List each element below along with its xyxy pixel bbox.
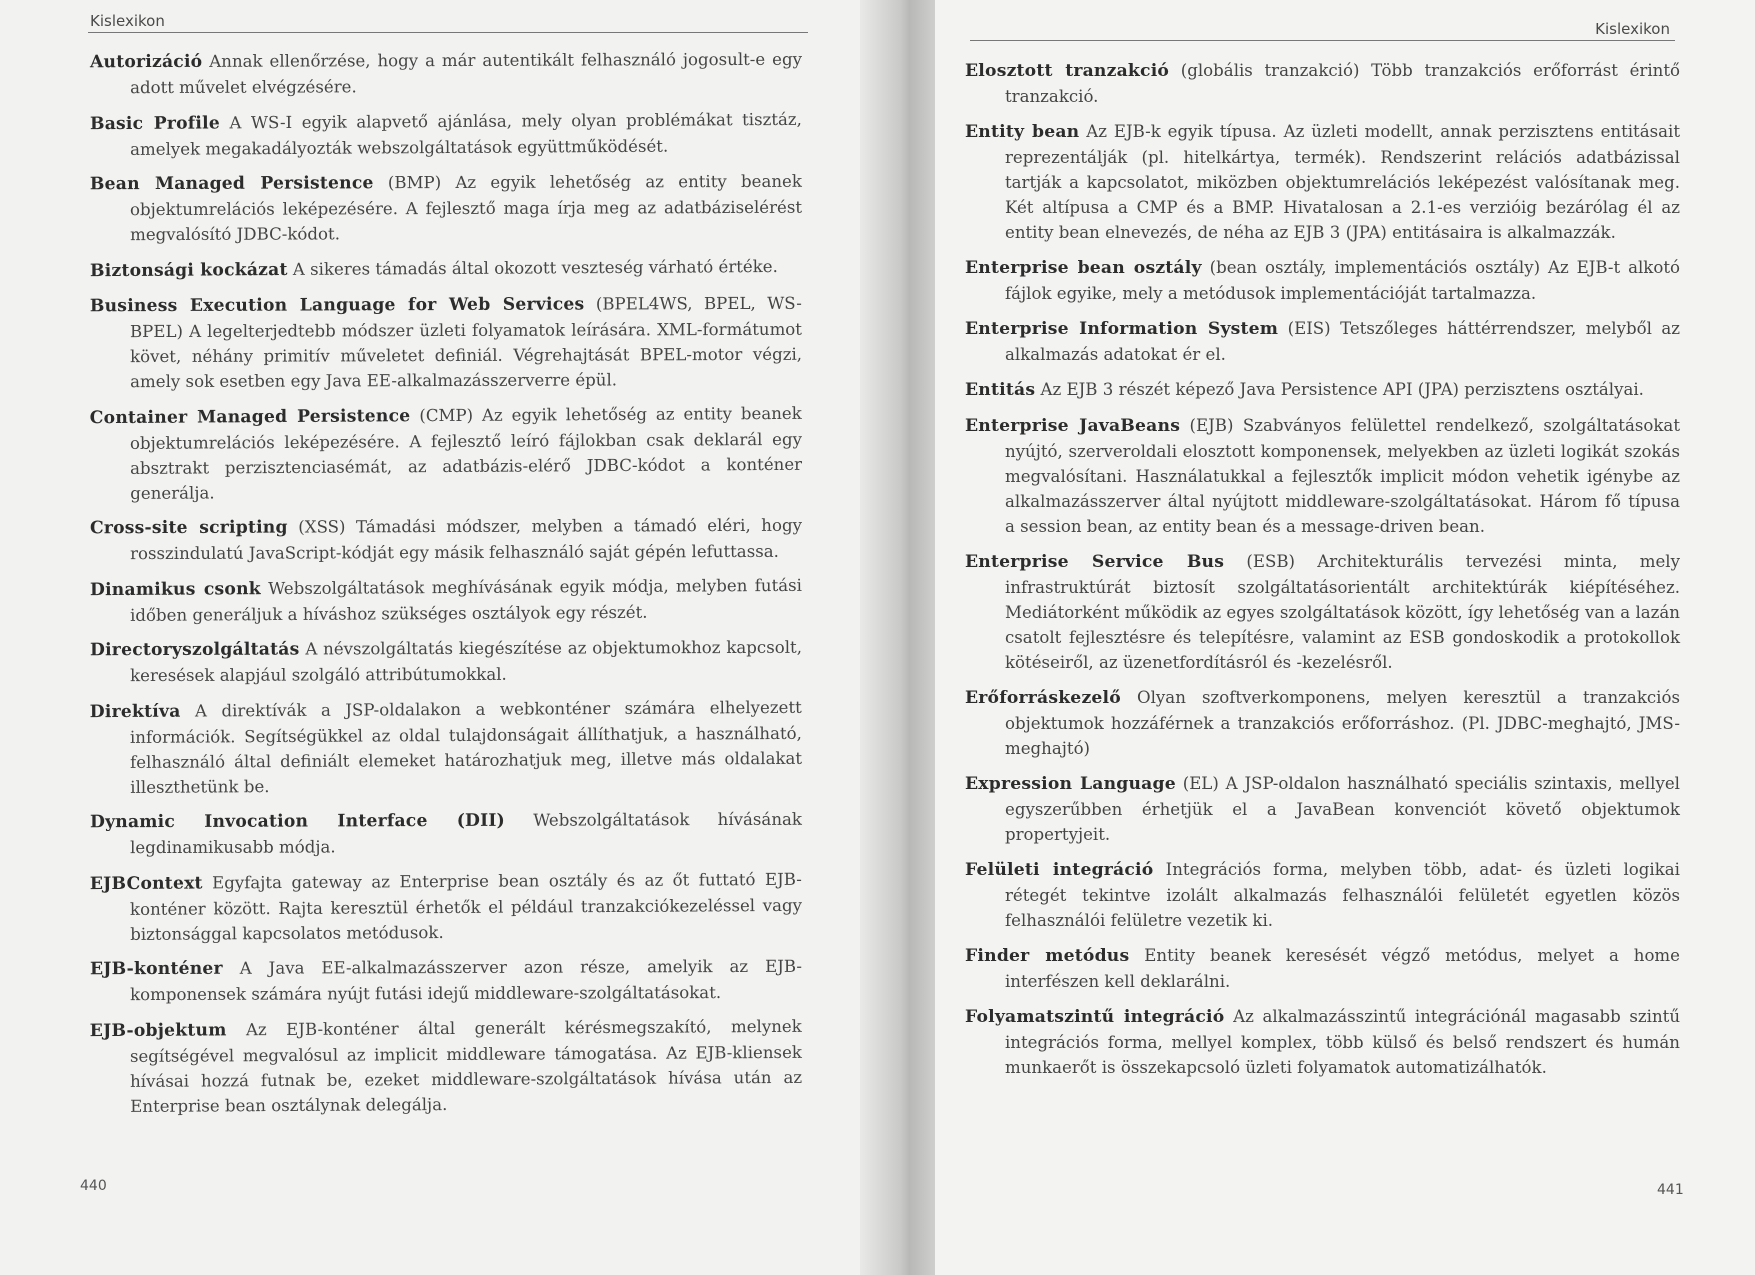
entry-definition: Annak ellenőrzése, hogy a már autentikált felhasználó jogosult-e egy adott művelet elvégzésére. [130,49,802,98]
entry-term: Autorizáció [89,51,203,73]
entry-definition: A Java EE-alkalmazásszerver azon része, amelyik az EJB-komponensek számára nyújt futási idejű middleware-szolgáltatásokat. [130,956,802,1005]
entry-term: Biztonsági kockázat [89,259,288,282]
glossary-entry [90,401,803,506]
entry-definition: (ESB) Architekturális tervezési minta, mely infrastruktúrát biztosít szolgáltatásorientált architektúrák kiépítéséhez. Mediátorként működik az egyes szolgáltatások között, így lehetőség van a lazán csatolt fejlesztésre és telepítésre, valamint az ESB gondoskodik a protokollok kötéseiről, az üzenetfordításról és -kezelésről. [1005,552,1680,672]
glossary-entry [90,47,802,100]
entry-definition: (bean osztály, implementációs osztály) Az EJB-t alkotó fájlok egyike, mely a metódusok implementációját tartalmazza. [1005,258,1680,303]
entry-definition: A WS-I egyik alapvető ajánlása, mely olyan problémákat tisztáz, amelyek megakadályozták webszolgáltatások együttműködését. [130,109,802,159]
header-rule [88,32,808,33]
entry-term: Expression Language [965,774,1176,794]
entry-definition: (globális tranzakció) Több tranzakciós erőforrást érintő tranzakció. [1005,61,1680,106]
entry-definition: (EL) A JSP-oldalon használható speciális szintaxis, mellyel egyszerűbben érhetjük el a JavaBean konvenciót követő objektumok propertyjeit. [1005,774,1680,844]
entry-term: EJB-konténer [89,958,223,980]
entry-term: Enterprise Information System [965,319,1279,339]
glossary-entry [90,807,802,860]
glossary-entry [965,549,1680,675]
entry-definition: Az EJB-k egyik típusa. Az üzleti modellt, annak perzisztens entitásait reprezentálják (pl. hitelkártya, termék). Rendszerint relációs adatbázissal tartják a kapcsolatot, miközben objektumrelációs leképezést valósítanak meg. Két altípusa a CMP és a BMP. Hivatalosan a 2.1-es verzióig bezárólag él az entity bean elnevezés, de néha az EJB 3 (JPA) entitásaira is alkalmazzák. [1005,122,1680,242]
right-page [935,0,1755,1275]
entry-definition: (EJB) Szabványos felülettel rendelkező, szolgáltatásokat nyújtó, szerveroldali elosztott komponensek, melyekben az üzleti logikát szokás megvalósítani. Használatukkal a fejlesztők implicit módon vehetik igénybe az alkalmazásszerver által nyújtott middleware-szolgáltatásokat. Három fő típusa a session bean, az entity bean és a message-driven bean. [1005,416,1680,536]
glossary-entry [90,1014,803,1119]
entry-definition: Az EJB 3 részét képező Java Persistence API (JPA) perzisztens osztályai. [1040,380,1644,399]
entry-term: Erőforráskezelő [965,688,1121,708]
glossary-entry [90,573,802,628]
entry-definition: Webszolgáltatások hívásának legdinamikusabb módja. [130,809,802,858]
header-rule [970,40,1675,41]
glossary-entry [90,954,802,1007]
entry-term: Felületi integráció [965,860,1154,880]
entry-term: Cross-site scripting [89,517,288,539]
entry-term: Enterprise bean osztály [965,258,1202,278]
glossary-entry [90,291,802,394]
glossary-entry [965,685,1680,761]
glossary-entry [965,58,1680,109]
entry-definition: (BPEL4WS, BPEL, WS-BPEL) A legelterjedtebb módszer üzleti folyamatok leírására. XML-formátumot követ, néhány primitív műveletet definiál. Végrehajtását BPEL-motor végzi, amely sok esetben egy Java EE-alkalmazásszerverre épül. [129,293,803,392]
entry-term: Directoryszolgáltatás [89,639,300,661]
entry-definition: A névszolgáltatás kiegészítése az objektumokhoz kapcsolt, keresések alapjául szolgáló attribútumokkal. [130,637,803,686]
entry-term: Enterprise JavaBeans [965,416,1181,436]
entry-definition: A sikeres támadás által okozott veszteség várható értéke. [292,256,778,279]
glossary-entries [90,48,802,1127]
entry-definition: Egyfajta gateway az Enterprise bean osztály és az őt futtató EJB-konténer között. Rajta keresztül érhetők el például tranzakciókezeléssel vagy biztonsággal kapcsolatos metódusok. [129,869,803,944]
entry-definition: (BMP) Az egyik lehetőség az entity beanek objektumrelációs leképezésére. A fejlesztő maga írja meg az adatbáziselérést megvalósító JDBC-kódot. [129,171,803,245]
glossary-entry [965,377,1680,403]
entry-definition: (EIS) Tetszőleges háttérrendszer, melyből az alkalmazás adatokat ér el. [1005,319,1680,364]
glossary-entry [965,413,1680,539]
entry-term: Dinamikus csonk [89,579,261,601]
glossary-entry [90,635,802,688]
entry-definition: Integrációs forma, melyben több, adat- és üzleti logikai rétegét tekintve izolált alkalmazás felhasználói felületét egyetlen közös felhasználói felületre vezetik ki. [1005,860,1680,930]
entry-definition: Webszolgáltatások meghívásának egyik módja, melyben futási időben generáljuk a híváshoz szükséges osztályok egy részét. [130,575,802,625]
entry-term: Container Managed Persistence [89,406,411,429]
glossary-entry [965,771,1680,847]
entry-term: EJB-objektum [89,1020,227,1042]
glossary-entry [965,255,1680,306]
entry-term: Entity bean [965,122,1080,142]
entry-definition: (XSS) Támadási módszer, melyben a támadó eléri, hogy rosszindulatú JavaScript-kódját egy másik felhasználó saját gépén lefuttassa. [130,515,802,564]
entry-definition: (CMP) Az egyik lehetőség az entity beanek objektumrelációs leképezésére. A fejlesztő leíró fájlokban csak deklarál egy absztrakt perzisztenciasémát, az adatbázis-elérő JDBC-kódot a konténer generálja. [129,403,803,503]
entry-term: Enterprise Service Bus [965,552,1225,572]
glossary-entry [90,169,802,247]
glossary-entry [965,316,1680,367]
entry-term: Basic Profile [89,113,220,135]
running-head: Kislexikon [1595,20,1670,38]
entry-term: Bean Managed Persistence [89,173,374,195]
entry-term: Finder metódus [965,946,1130,966]
glossary-entry [90,254,802,284]
entry-definition: Entity beanek keresését végző metódus, melyet a home interfészen kell deklarálni. [1005,946,1680,991]
entry-term: Folyamatszintű integráció [965,1007,1225,1027]
glossary-entry [965,943,1680,994]
glossary-entry [965,119,1680,245]
glossary-entry [965,857,1680,933]
glossary-entry [965,1004,1680,1080]
glossary-entry [90,867,802,947]
entry-term: EJBContext [89,873,203,895]
glossary-entries [965,58,1680,1090]
entry-definition: Olyan szoftverkomponens, melyen keresztül a tranzakciós objektumok hozzáférnek a tranzakciós erőforráshoz. (Pl. JDBC-meghajtó, JMS-meghajtó) [1005,688,1680,758]
glossary-entry [90,695,803,800]
glossary-entry [90,513,802,566]
entry-term: Entitás [965,380,1036,400]
page-number: 441 [1657,1182,1684,1198]
glossary-entry [90,107,802,162]
entry-definition: Az EJB-konténer által generált kérésmegszakító, melynek segítségével megvalósul az implicit middleware támogatása. Az EJB-kliensek hívásai hozzá futnak be, ezeket middleware-szolgáltatások hívása után az Enterprise bean osztálynak delegálja. [129,1016,803,1116]
entry-term: Business Execution Language for Web Services [89,294,585,317]
entry-term: Elosztott tranzakció [965,61,1170,81]
page-number: 440 [80,1178,107,1194]
entry-term: Direktíva [89,701,181,723]
running-head: Kislexikon [90,12,165,30]
entry-definition: A direktívák a JSP-oldalakon a webkonténer számára elhelyezett információk. Segítségükkel az oldal tulajdonságait állíthatjuk, a használható, felhasználó által definiált elemeket határozhatjuk meg, illetve más oldalakat illeszthetünk be. [129,697,803,797]
entry-definition: Az alkalmazásszintű integrációnál magasabb szintű integrációs forma, mellyel komplex, több külső és belső rendszert és humán munkaerőt is összekapcsoló üzleti folyamatok automatizálhatók. [1005,1007,1681,1077]
entry-term: Dynamic Invocation Interface (DII) [89,810,505,833]
left-page [0,0,870,1275]
